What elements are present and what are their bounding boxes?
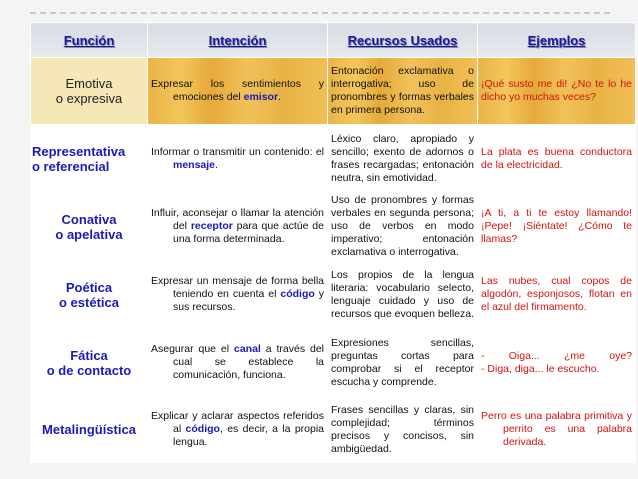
ejemplos-cell: ¡Qué susto me di! ¿No te lo he dicho yo muchas veces? (478, 58, 636, 125)
recursos-cell: Uso de pronombres y formas verbales en segunda persona; uso de verbos en modo imperativo; entonación exclamativa o interrogativa. (328, 193, 478, 261)
header-funcion: Función (31, 23, 148, 58)
funcion-cell (31, 193, 148, 261)
intencion-text-end: , es decir, a la propia lengua. (173, 423, 325, 448)
funcion-line-1: Metalingüística (42, 422, 136, 437)
communication-functions-table (30, 22, 636, 463)
ejemplos-cell: Las nubes, cual copos de algodón, esponjosos, flotan en el azul del firmamento. (478, 261, 636, 329)
intencion-text-end: y sus recursos. (173, 288, 324, 313)
intencion-text-end: para que actúe de una forma determinada. (173, 220, 324, 245)
top-divider (30, 12, 610, 14)
ejemplos-cell (478, 397, 636, 463)
intencion-text: Influir, aconsejar o llamar la atención del (151, 207, 324, 232)
recursos-cell: Expresiones sencillas, preguntas cortas para comprobar si el receptor escucha y comprende. (328, 329, 478, 397)
intencion-cell (148, 261, 328, 329)
funcion-cell (31, 329, 148, 397)
intencion-cell (148, 125, 328, 193)
intencion-keyword: código (185, 423, 220, 435)
intencion-text-end: . (278, 91, 281, 103)
table-row (31, 125, 636, 193)
funcion-cell (31, 397, 148, 463)
intencion-text: Explicar y aclarar aspectos referidos al (151, 410, 324, 435)
ejemplos-line-1: - Oiga... ¿me oye? (481, 349, 632, 362)
recursos-cell: Los propios de la lengua literaria: vocabulario selecto, lenguaje cuidado y uso de recursos que evoquen belleza. (328, 261, 478, 329)
recursos-cell: Entonación exclamativa o interrogativa; uso de pronombres y formas verbales en primera persona. (328, 58, 478, 125)
header-row (31, 23, 636, 58)
table-row (31, 58, 636, 125)
funcion-line-1: Poética (65, 279, 113, 295)
funcion-line-2: o apelativa (55, 226, 123, 242)
intencion-keyword: código (280, 288, 315, 300)
header-ejemplos: Ejemplos (478, 23, 636, 58)
intencion-cell (148, 397, 328, 463)
ejemplos-cell: ¡A ti, a ti te estoy llamando! ¡Pepe! ¡Siéntate! ¿Cómo te llamas? (478, 193, 636, 261)
funcion-line-1: Representativa (32, 143, 126, 159)
funcion-line-1: Conativa (61, 211, 117, 227)
intencion-cell (148, 58, 328, 125)
recursos-cell: Frases sencillas y claras, sin complejidad; términos precisos y concisos, sin ambigüedad. (328, 397, 478, 463)
ejemplos-cell (478, 329, 636, 397)
header-intencion: Intención (148, 23, 328, 58)
intencion-keyword: emisor (243, 91, 279, 103)
intencion-cell (148, 329, 328, 397)
funcion-cell (31, 125, 148, 193)
funcion-cell (31, 261, 148, 329)
funcion-line-2: o de contacto (46, 362, 132, 378)
ejemplos-line-2: - Diga, diga... le escucho. (481, 362, 600, 375)
header-recursos: Recursos Usados (328, 23, 478, 58)
intencion-keyword: mensaje (173, 158, 216, 171)
funcion-line-1: Fática (70, 347, 108, 363)
funcion-line-2: o expresiva (55, 91, 123, 106)
funcion-line-1: Emotiva (65, 76, 113, 91)
intencion-text: Asegurar que el (151, 343, 234, 355)
table-row (31, 261, 636, 329)
ejemplos-cell: La plata es buena conductora de la electricidad. (478, 125, 636, 193)
intencion-text-end: a través del cual se establece la comunicación, funciona. (173, 343, 324, 381)
table-row (31, 329, 636, 397)
funcion-cell (31, 58, 148, 125)
intencion-cell (148, 193, 328, 261)
intencion-keyword: receptor (190, 220, 233, 232)
funcion-line-2: o referencial (32, 158, 110, 174)
table-row (31, 397, 636, 463)
table-row (31, 193, 636, 261)
intencion-text: Expresar un mensaje de forma bella teniendo en cuenta el (151, 275, 324, 300)
ejemplos-text: Perro es una palabra primitiva y perrito es una palabra derivada. (481, 410, 632, 448)
intencion-text: Expresar los sentimientos y emociones del (151, 78, 324, 103)
intencion-text-end: . (215, 158, 218, 171)
intencion-text: Informar o transmitir un contenido: el (151, 145, 324, 158)
funcion-line-2: o estética (59, 294, 119, 310)
recursos-cell: Léxico claro, apropiado y sencillo; exento de adornos o frases recargadas; entonación neutra, sin emotividad. (328, 125, 478, 193)
intencion-keyword: canal (234, 343, 261, 355)
